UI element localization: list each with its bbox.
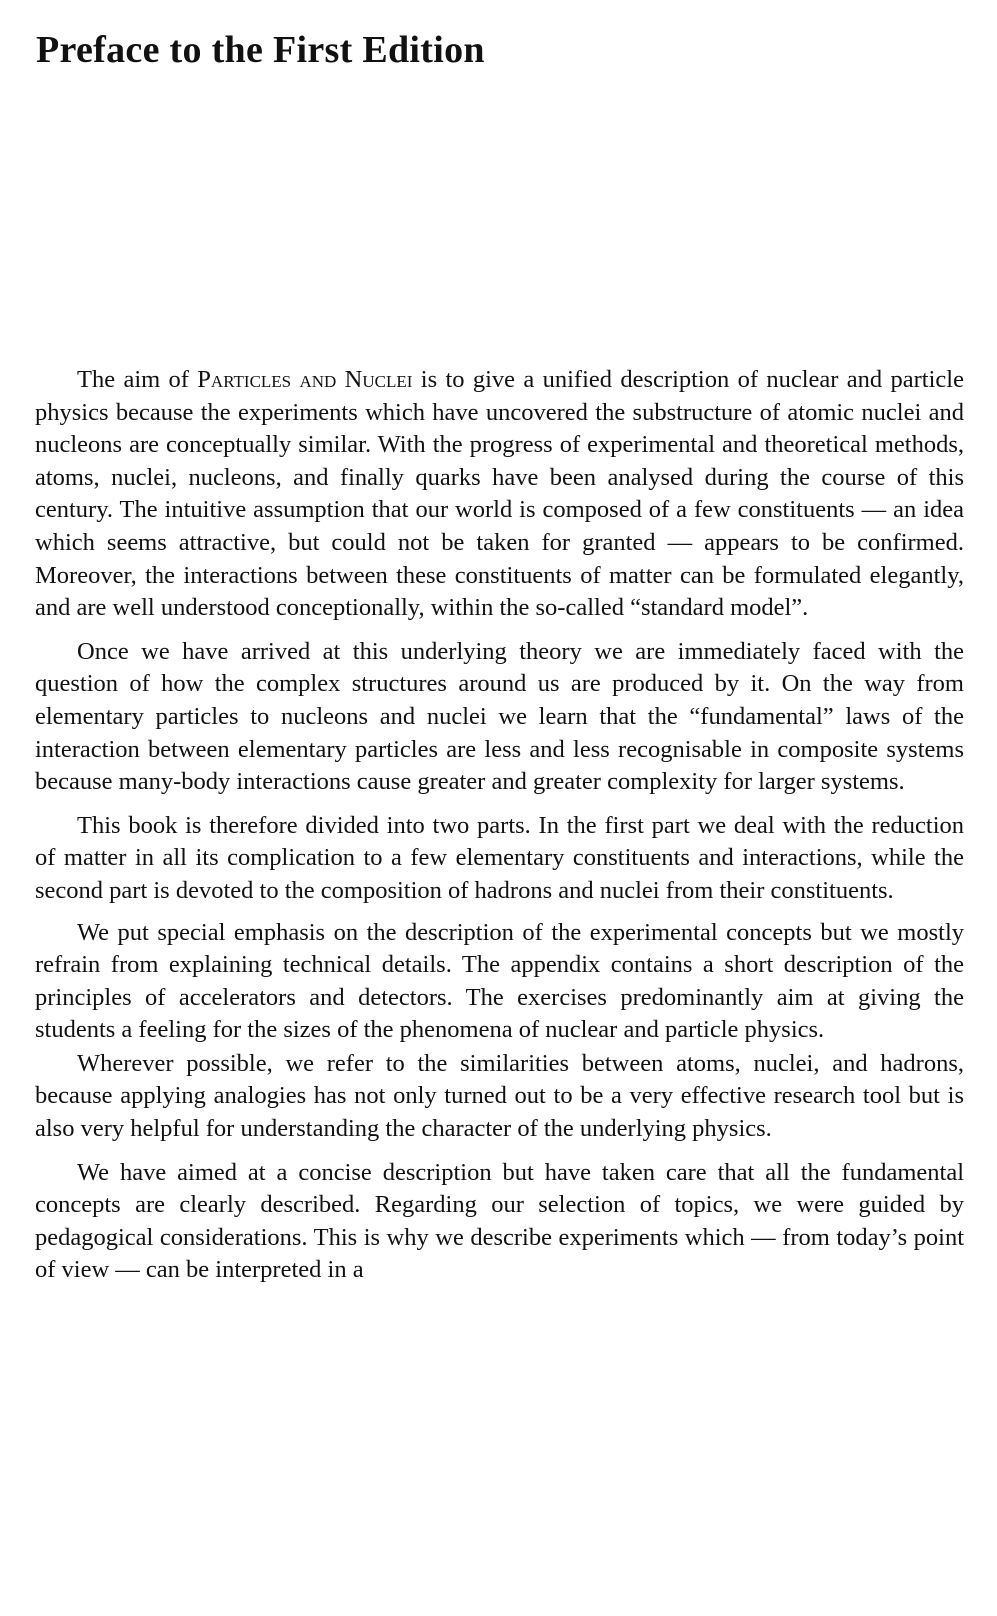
- book-title: Particles and Nuclei: [197, 366, 413, 393]
- paragraph-5: Wherever possible, we refer to the similarities between atoms, nuclei, and hadrons, because applying analogies has not only turned out to be a very effective research tool but is also very helpful for understanding the character of the underlying physics.: [35, 1049, 964, 1143]
- paragraph-4: We put special emphasis on the description of the experimental concepts but we mostly refrain from explaining technical details. The appendix contains a short description of the principles of accelerators and detectors. The exercises predominantly aim at giving the students a feeling for the sizes of the phenomena of nuclear and particle physics.: [35, 918, 964, 1044]
- paragraph-1-rest: is to give a unified description of nuclear and particle physics because the experiments which have uncovered the substructure of atomic nuclei and nucleons are conceptually similar. With the progress of experimental and theoretical methods, atoms, nuclei, nucleons, and finally quarks have been analysed during the course of this century. The intuitive assumption that our world is composed of a few constituents — an idea which seems attractive, but could not be taken for granted — appears to be confirmed. Moreover, the interactions between these constituents of matter can be formulated elegantly, and are well understood conceptionally, within the so-called “standard model”.: [35, 366, 964, 622]
- preface-body: [35, 364, 964, 1287]
- paragraph-2: Once we have arrived at this underlying theory we are immediately faced with the question of how the complex structures around us are produced by it. On the way from elementary particles to nucleons and nuclei we learn that the “fundamental” laws of the interaction between elementary particles are less and less recognisable in composite systems because many-body interactions cause greater and greater complexity for larger systems.: [35, 637, 964, 796]
- paragraph-6: We have aimed at a concise description but have taken care that all the fundamental concepts are clearly described. Regarding our selection of topics, we were guided by pedagogical considerations. This is why we describe experiments which — from today’s point of view — can be interpreted in a: [35, 1158, 964, 1284]
- paragraph-1-start: The aim of: [77, 366, 198, 393]
- paragraph-1: [35, 364, 964, 625]
- page-title: Preface to the First Edition: [36, 29, 485, 71]
- paragraph-3: This book is therefore divided into two parts. In the first part we deal with the reduction of matter in all its complication to a few elementary constituents and interactions, while the second part is devoted to the composition of hadrons and nuclei from their constituents.: [35, 811, 964, 904]
